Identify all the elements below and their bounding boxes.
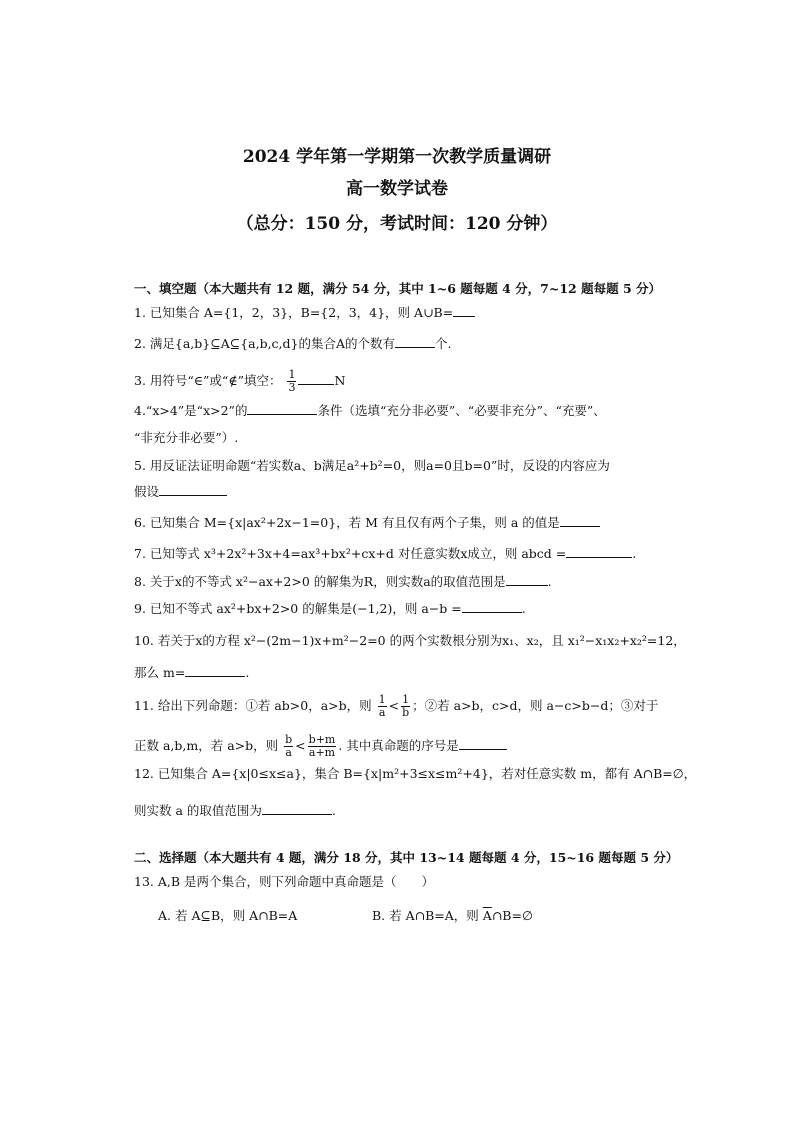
fraction-denominator: a — [285, 746, 292, 759]
question-10-cont — [134, 664, 249, 682]
question-5-cont — [134, 483, 227, 501]
question-4 — [134, 402, 606, 420]
complement-a: $\overline{A}$ — [482, 908, 492, 923]
less-than-sign: < — [388, 698, 400, 713]
question-4-text: 4.“x>4”是“x>2”的 — [134, 403, 248, 418]
question-11-cont — [134, 734, 507, 759]
answer-blank — [506, 573, 548, 586]
fraction — [284, 734, 293, 759]
fraction-numerator: 1 — [288, 368, 296, 381]
answer-blank — [298, 372, 334, 385]
answer-blank — [453, 304, 475, 317]
question-11-text-2: ；②若 a>b，c>d，则 a−c>b−d；③对于 — [412, 698, 659, 713]
question-11-text-4: . 其中真命题的序号是 — [338, 738, 459, 753]
fraction-numerator: 1 — [402, 693, 410, 706]
question-13: 13. A,B 是两个集合，则下列命题中真命题是（ ） — [134, 874, 435, 889]
question-12-cont — [134, 802, 336, 820]
question-6-text: 6. 已知集合 M={x|ax²+2x−1=0}，若 M 有且仅有两个子集，则 a 的值是 — [134, 515, 560, 530]
fraction-numerator: b — [285, 733, 293, 746]
question-2 — [134, 335, 452, 353]
answer-blank — [185, 664, 245, 677]
exam-info: （总分：150 分，考试时间：120 分钟） — [236, 214, 558, 234]
question-10: 10. 若关于x的方程 x²−(2m−1)x+m²−2=0 的两个实数根分别为x₁、x₂，且 x₁²−x₁x₂+x₂²=12， — [134, 633, 686, 648]
question-4-cont: “非充分非必要”）. — [134, 430, 239, 445]
question-5-text: 假设 — [134, 484, 160, 499]
question-12-tail: . — [331, 803, 336, 818]
fraction-denominator: b — [402, 706, 410, 719]
question-9 — [134, 600, 526, 618]
section2-heading: 二、选择题（本大题共有 4 题，满分 18 分，其中 13~14 题每题 4 分，15~16 题每题 5 分） — [134, 850, 679, 865]
question-3-tail: N — [334, 373, 346, 388]
exam-subtitle: 高一数学试卷 — [346, 179, 448, 199]
question-4-options: 条件（选填“充分非必要”、“必要非充分”、“充要”、 — [317, 403, 606, 418]
fraction-numerator: 1 — [378, 693, 386, 706]
question-9-tail: . — [521, 601, 526, 616]
question-8-tail: . — [547, 574, 552, 589]
option-b — [372, 906, 533, 924]
answer-blank — [459, 737, 507, 750]
option-b-text: B. 若 A∩B=A，则 — [372, 908, 483, 923]
fraction-denominator: 3 — [288, 381, 296, 394]
section1-heading: 一、填空题（本大题共有 12 题，满分 54 分，其中 1~6 题每题 4 分，7~12 题每题 5 分） — [134, 281, 661, 296]
question-3 — [134, 369, 345, 394]
question-7-tail: . — [632, 546, 637, 561]
answer-blank — [462, 600, 522, 613]
fraction — [308, 734, 337, 759]
question-11-text-3: 正数 a,b,m，若 a>b，则 — [134, 738, 279, 753]
answer-blank — [560, 514, 600, 527]
fraction — [287, 369, 296, 394]
fraction — [401, 694, 410, 719]
question-8 — [134, 573, 552, 591]
question-7 — [134, 545, 636, 563]
question-2-text: 2. 满足{a,b}⊆A⊆{a,b,c,d}的集合A的个数有 — [134, 336, 396, 351]
question-11 — [134, 694, 658, 719]
option-b-tail: ∩B=∅ — [491, 908, 533, 923]
question-7-text: 7. 已知等式 x³+2x²+3x+4=ax³+bx²+cx+d 对任意实数x成立，则 abcd = — [134, 546, 567, 561]
fraction — [378, 694, 387, 719]
option-a: A. 若 A⊆B，则 A∩B=A — [158, 908, 298, 923]
fraction-numerator: b+m — [308, 733, 336, 746]
question-5: 5. 用反证法证明命题“若实数a、b满足a²+b²=0，则a=0且b=0”时，反设的内容应为 — [134, 458, 610, 473]
answer-blank — [159, 483, 227, 496]
question-9-text: 9. 已知不等式 ax²+bx+2>0 的解集是(−1,2)，则 a−b = — [134, 601, 462, 616]
less-than-sign: < — [295, 738, 306, 753]
question-1 — [134, 304, 475, 322]
question-1-text: 1. 已知集合 A={1，2，3}，B={2，3，4}，则 A∪B= — [134, 305, 454, 320]
fraction-denominator: a — [378, 706, 386, 719]
exam-title: 2024 学年第一学期第一次教学质量调研 — [242, 147, 552, 167]
question-10-tail: . — [245, 665, 250, 680]
question-3-text: 3. 用符号“∈”或“∉”填空： — [134, 373, 282, 388]
question-12: 12. 已知集合 A={x|0≤x≤a}，集合 B={x|m²+3≤x≤m²+4}，若对任意实数 m，都有 A∩B=∅， — [134, 766, 697, 781]
answer-blank — [395, 335, 435, 348]
question-10-text: 那么 m= — [134, 665, 186, 680]
question-2-tail: 个. — [435, 336, 452, 351]
fraction-denominator: a+m — [308, 746, 336, 759]
answer-blank — [566, 545, 632, 558]
question-11-text: 11. 给出下列命题：①若 ab>0，a>b，则 — [134, 698, 372, 713]
answer-blank — [262, 802, 332, 815]
question-6 — [134, 514, 600, 532]
question-12-text: 则实数 a 的取值范围为 — [134, 803, 262, 818]
question-8-text: 8. 关于x的不等式 x²−ax+2>0 的解集为R，则实数a的取值范围是 — [134, 574, 506, 589]
answer-blank — [247, 402, 317, 415]
